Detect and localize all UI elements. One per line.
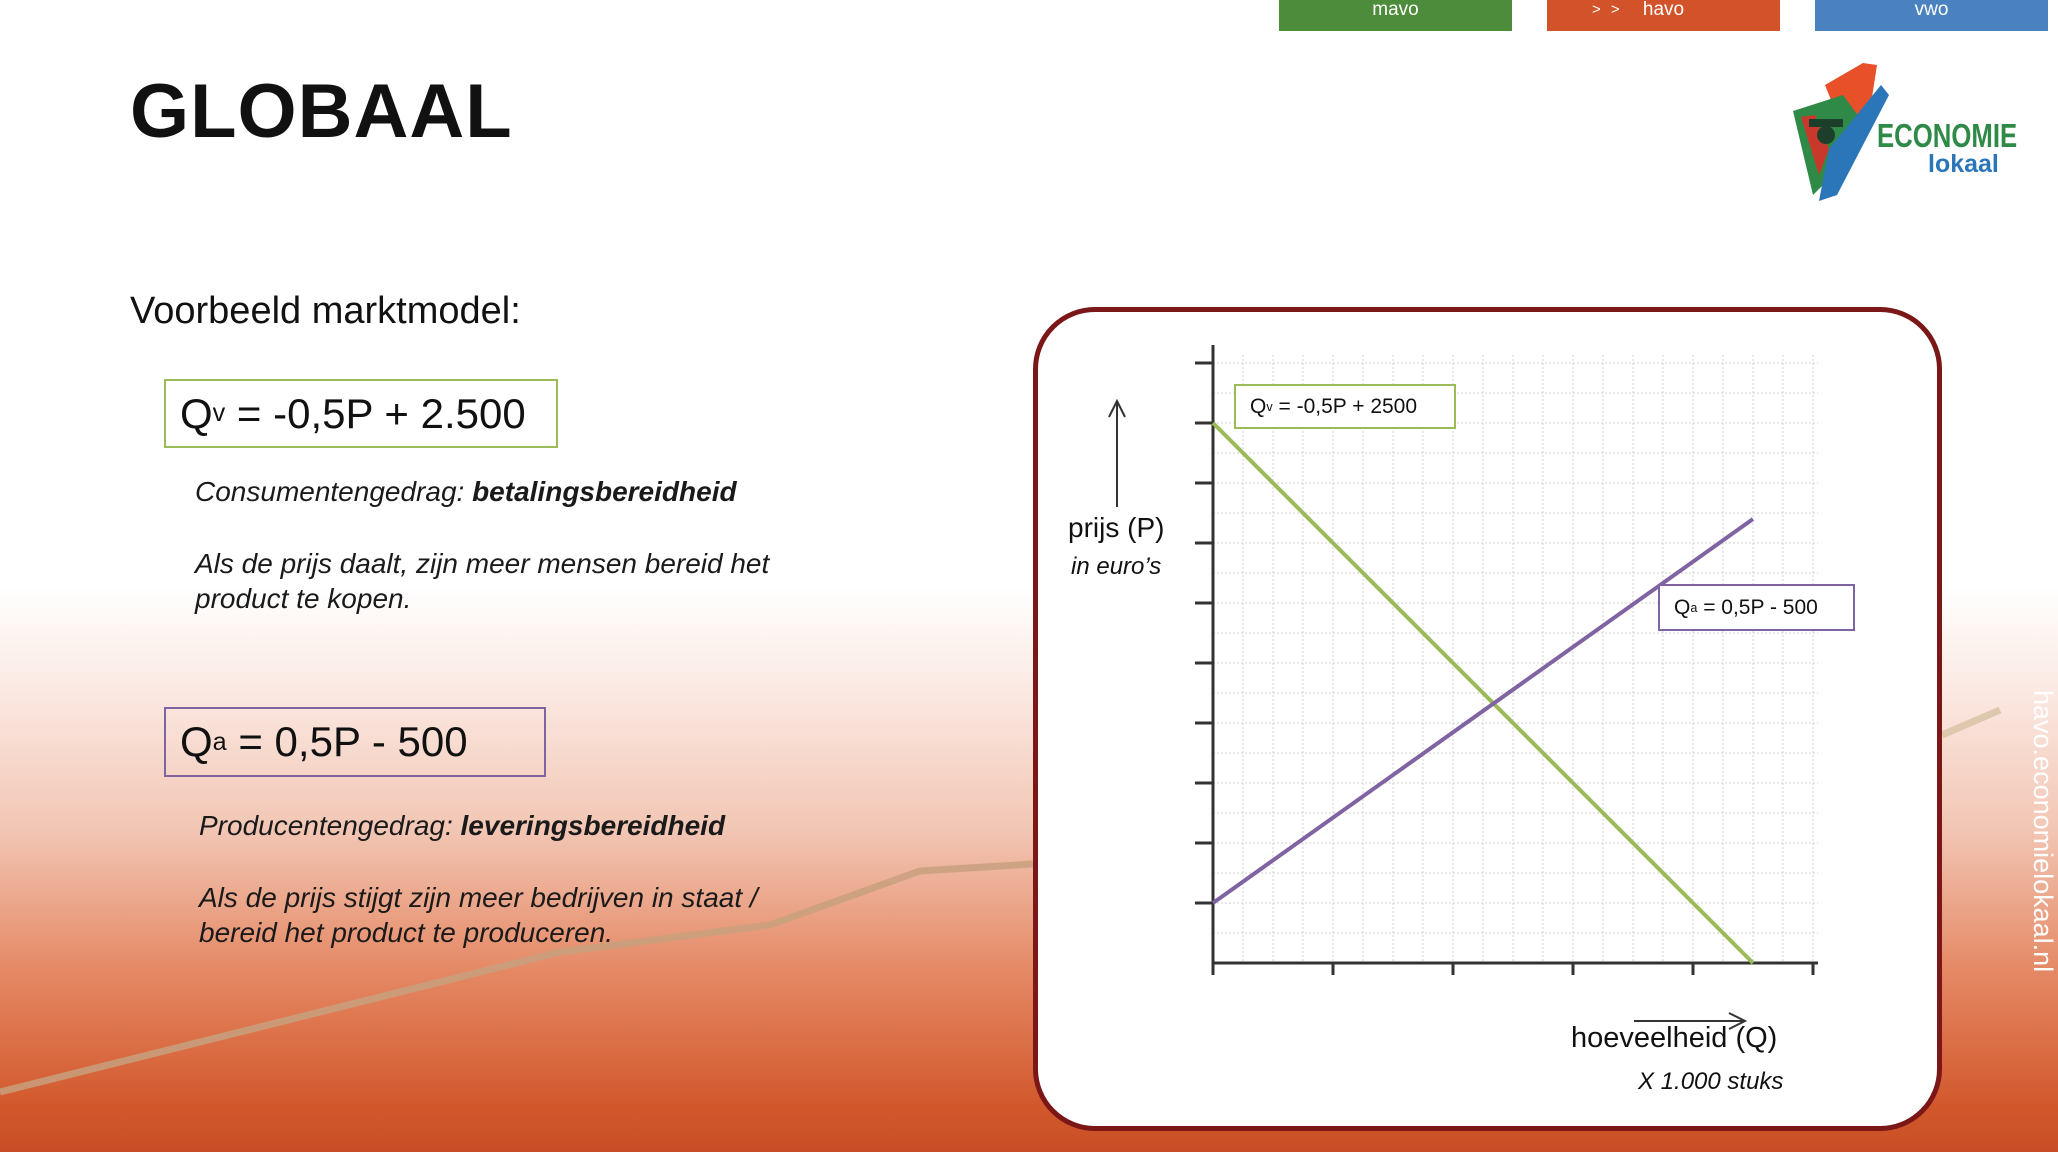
x-axis-unit: X 1.000 stuks (1638, 1068, 1784, 1095)
tab-mavo[interactable] (1279, 0, 1512, 31)
page-title: GLOBAAL (130, 69, 513, 154)
tab-vwo[interactable] (1815, 0, 2048, 31)
tab-havo[interactable] (1547, 0, 1780, 31)
supply-equation-box (164, 707, 546, 777)
supply-explanation (199, 880, 758, 950)
market-chart (1033, 307, 1942, 1131)
demand-behavior-term: betalingsbereidheid (472, 476, 737, 507)
tab-mavo-label: mavo (1372, 0, 1419, 20)
supply-line-label-q: Q (1674, 595, 1691, 619)
demand-explanation (195, 546, 769, 616)
demand-behavior (195, 474, 737, 509)
demand-equation-subscript: v (212, 399, 226, 427)
supply-line-label-rest: = 0,5P - 500 (1697, 595, 1818, 619)
chart-grid (1213, 355, 1818, 963)
supply-behavior (199, 808, 725, 843)
logo-word-lokaal: lokaal (1928, 150, 1999, 178)
tab-havo-current-marker: > > (1592, 1, 1623, 18)
demand-line-label-subscript: v (1266, 399, 1273, 414)
chart-axes (1109, 345, 1818, 1029)
supply-explanation-line-2: bereid het product te produceren. (199, 917, 614, 948)
demand-equation-rest: = -0,5P + 2.500 (225, 389, 526, 437)
intro-text: Voorbeeld marktmodel: (130, 290, 521, 332)
demand-equation-box (164, 379, 558, 448)
supply-equation-rest: = 0,5P - 500 (226, 718, 468, 765)
demand-explanation-line-1: Als de prijs daalt, zijn meer mensen bereid het (195, 548, 770, 579)
demand-behavior-label: Consumentengedrag: (195, 476, 473, 507)
supply-equation-subscript: a (212, 727, 227, 756)
demand-line-label-q: Q (1250, 394, 1267, 418)
economielokaal-logo[interactable] (1785, 55, 2018, 205)
supply-line-label-subscript: a (1690, 600, 1698, 615)
background-trend-line-right (1942, 710, 2000, 735)
x-axis-label: hoeveelheid (Q) (1571, 1022, 1778, 1054)
y-axis-unit: in euro’s (1071, 553, 1162, 580)
supply-explanation-line-1: Als de prijs stijgt zijn meer bedrijven in staat / (199, 882, 758, 913)
demand-line-label (1234, 384, 1456, 429)
logo-word-economie: ECONOMIE (1877, 117, 2018, 154)
supply-line-label (1658, 584, 1855, 631)
supply-behavior-label: Producentengedrag: (199, 810, 461, 841)
demand-equation-q: Q (180, 389, 213, 437)
supply-equation-q: Q (180, 718, 213, 765)
demand-explanation-line-2: product te kopen. (195, 583, 412, 614)
demand-line-label-rest: = -0,5P + 2500 (1272, 394, 1418, 418)
site-url: havo.economielokaal.nl (2028, 690, 2058, 973)
tab-havo-label: havo (1642, 0, 1685, 20)
y-axis-label: prijs (P) (1068, 512, 1165, 543)
tab-vwo-label: vwo (1914, 0, 1949, 20)
supply-behavior-term: leveringsbereidheid (460, 810, 726, 841)
